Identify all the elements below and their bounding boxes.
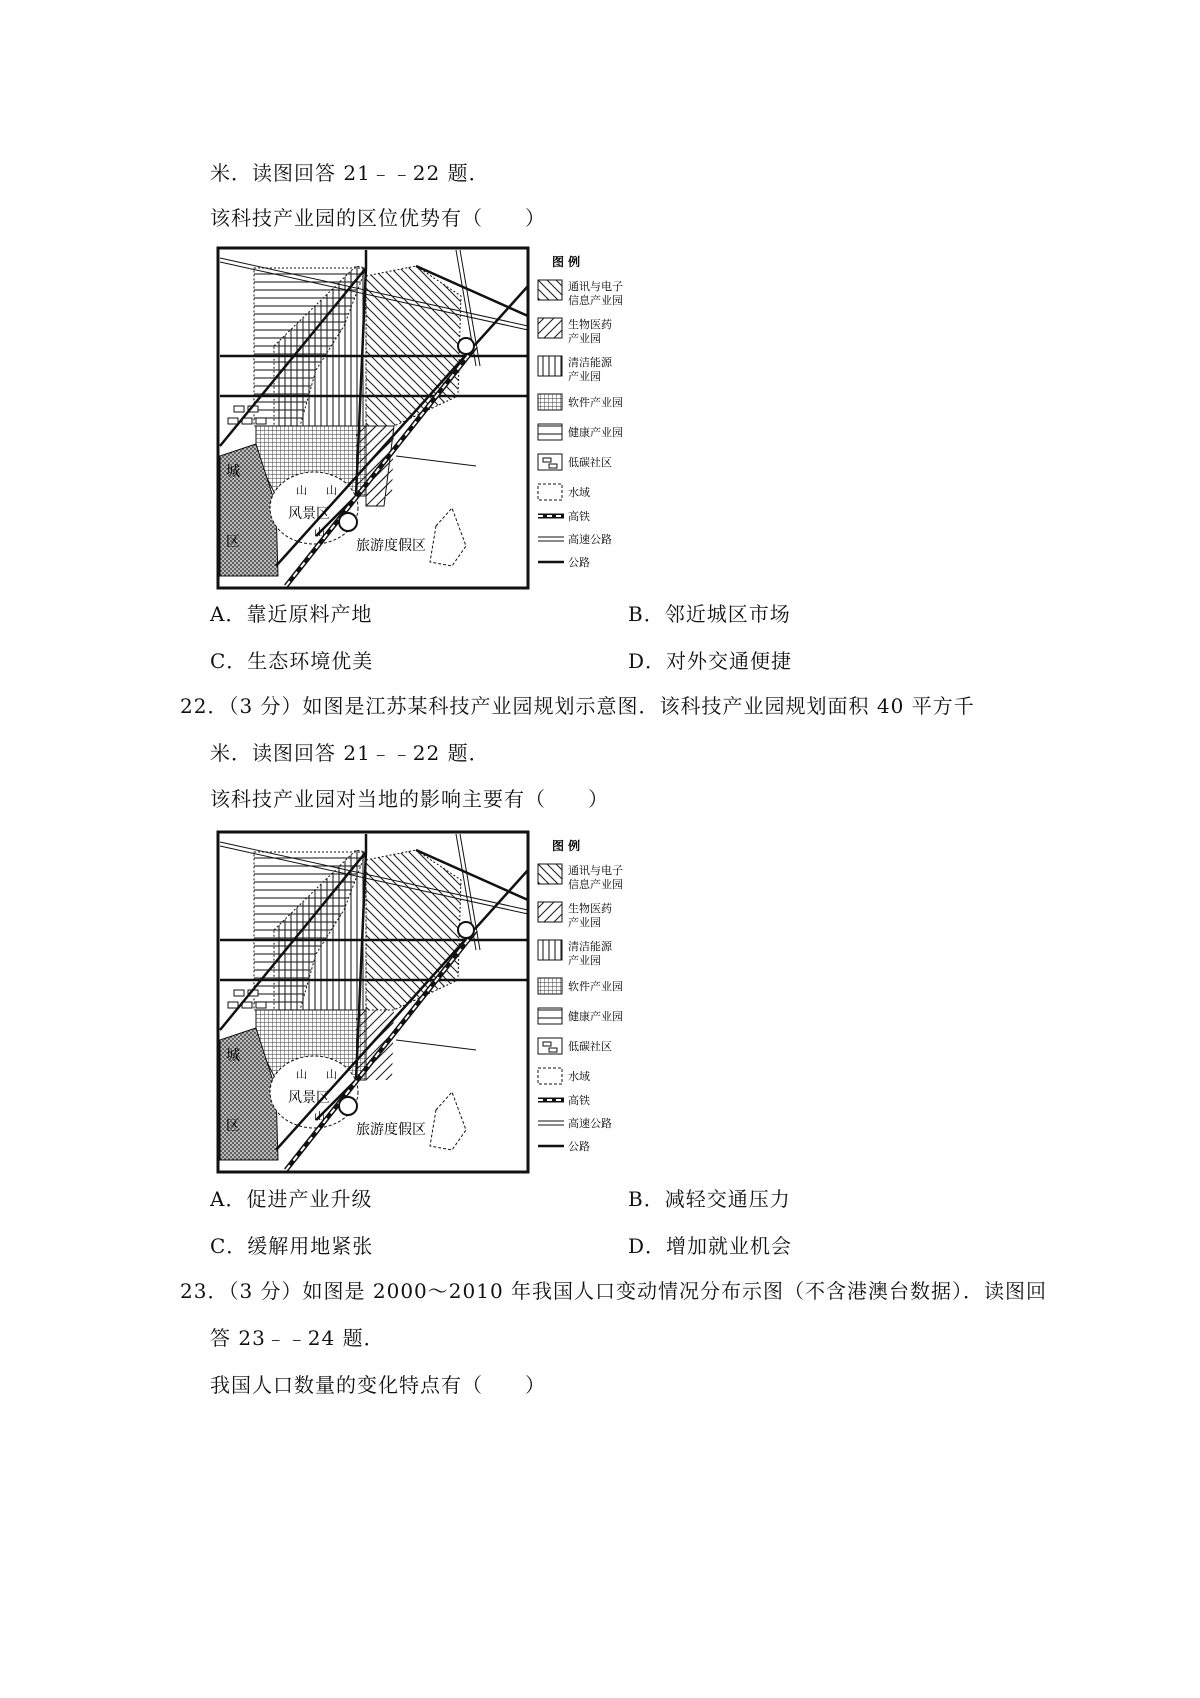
legend-item: 高铁 (568, 1094, 590, 1107)
legend-swatch-health (538, 1008, 562, 1024)
legend-swatch-biomed (538, 902, 562, 922)
mountain-icon: 山 (326, 1068, 337, 1081)
city-label-2: 区 (226, 1118, 240, 1134)
q23-intro-line1: 23．（3 分）如图是 2000～2010 年我国人口变动情况分布示图（不含港澳台数据）．读图回 (180, 1279, 1048, 1303)
legend-item: 产业园 (568, 916, 601, 929)
legend-swatch-expressway (538, 537, 564, 541)
legend-swatch-water (538, 484, 562, 500)
q22-option-c: C．缓解用地紧张 (210, 1234, 374, 1258)
legend-swatch-clean-energy (538, 356, 562, 376)
legend-item: 通讯与电子 (568, 280, 623, 293)
q22-option-b: B．减轻交通压力 (628, 1187, 791, 1211)
legend-swatch-expressway (538, 1121, 564, 1125)
legend-item: 高铁 (568, 510, 590, 523)
legend (538, 254, 623, 569)
legend-item: 清洁能源 (568, 940, 612, 953)
station-north (458, 922, 474, 938)
q22-planning-map (216, 830, 648, 1178)
q22-stem: 该科技产业园对当地的影响主要有（ ） (210, 787, 609, 811)
legend-swatch-telecom (538, 864, 562, 884)
q23-stem: 我国人口数量的变化特点有（ ） (210, 1373, 546, 1397)
legend-item: 健康产业园 (568, 1010, 623, 1023)
legend-item: 低碳社区 (568, 1040, 612, 1053)
legend-item: 水域 (568, 486, 590, 499)
q22-intro-line1: 22．（3 分）如图是江苏某科技产业园规划示意图．该科技产业园规划面积 40 平方千 (180, 694, 975, 718)
legend-swatch-software (538, 394, 562, 410)
biomed-park-zone (356, 1010, 394, 1080)
q21-option-a: A．靠近原料产地 (210, 602, 373, 626)
mountain-icon: 山 (314, 526, 325, 539)
q23-intro-line2: 答 23﹣﹣24 题． (210, 1326, 385, 1350)
scenic-label: 风景区 (288, 506, 330, 522)
mountain-icon: 山 (296, 1068, 307, 1081)
legend-item: 产业园 (568, 370, 601, 383)
legend-swatch-telecom (538, 280, 562, 300)
legend-item: 清洁能源 (568, 356, 612, 369)
legend-item: 通讯与电子 (568, 864, 623, 877)
station-south (339, 513, 357, 531)
legend-item: 高速公路 (568, 1117, 612, 1130)
legend-title: 图 例 (552, 255, 581, 269)
legend-item: 水域 (568, 1070, 590, 1083)
legend-item: 产业园 (568, 954, 601, 967)
legend-swatch-biomed (538, 318, 562, 338)
legend-swatch-water (538, 1068, 562, 1084)
resort-label: 旅游度假区 (356, 1122, 426, 1138)
q21-stem: 该科技产业园的区位优势有（ ） (210, 206, 546, 230)
q21-option-d: D．对外交通便捷 (628, 649, 793, 673)
scenic-label: 风景区 (288, 1090, 330, 1106)
legend-item: 产业园 (568, 332, 601, 345)
legend-item: 信息产业园 (568, 294, 623, 307)
mountain-icon: 山 (296, 484, 307, 497)
city-label-2: 区 (226, 534, 240, 550)
city-label-1: 城 (226, 1048, 240, 1064)
legend-item: 公路 (568, 1140, 590, 1153)
legend-item: 信息产业园 (568, 878, 623, 891)
legend-swatch-health (538, 424, 562, 440)
q21-intro-tail: 米．读图回答 21﹣﹣22 题． (210, 161, 490, 185)
legend-item: 生物医药 (568, 318, 612, 331)
legend-swatch-clean-energy (538, 940, 562, 960)
mountain-icon: 山 (326, 484, 337, 497)
legend-title: 图 例 (552, 839, 581, 853)
q21-planning-map (216, 246, 648, 594)
legend-item: 低碳社区 (568, 456, 612, 469)
q22-option-a: A．促进产业升级 (210, 1187, 373, 1211)
station-north (458, 338, 474, 354)
q22-intro-line2: 米．读图回答 21﹣﹣22 题． (210, 741, 490, 765)
q21-option-b: B．邻近城区市场 (628, 602, 791, 626)
station-south (339, 1097, 357, 1115)
resort-label: 旅游度假区 (356, 538, 426, 554)
legend-swatch-software (538, 978, 562, 994)
city-label-1: 城 (226, 464, 240, 480)
legend-item: 生物医药 (568, 902, 612, 915)
legend (538, 838, 623, 1153)
mountain-icon: 山 (314, 1110, 325, 1123)
legend-item: 公路 (568, 556, 590, 569)
biomed-park-zone (356, 426, 394, 496)
legend-item: 健康产业园 (568, 426, 623, 439)
legend-item: 高速公路 (568, 533, 612, 546)
legend-item: 软件产业园 (568, 396, 623, 409)
q21-option-c: C．生态环境优美 (210, 649, 374, 673)
legend-item: 软件产业园 (568, 980, 623, 993)
q22-option-d: D．增加就业机会 (628, 1234, 793, 1258)
